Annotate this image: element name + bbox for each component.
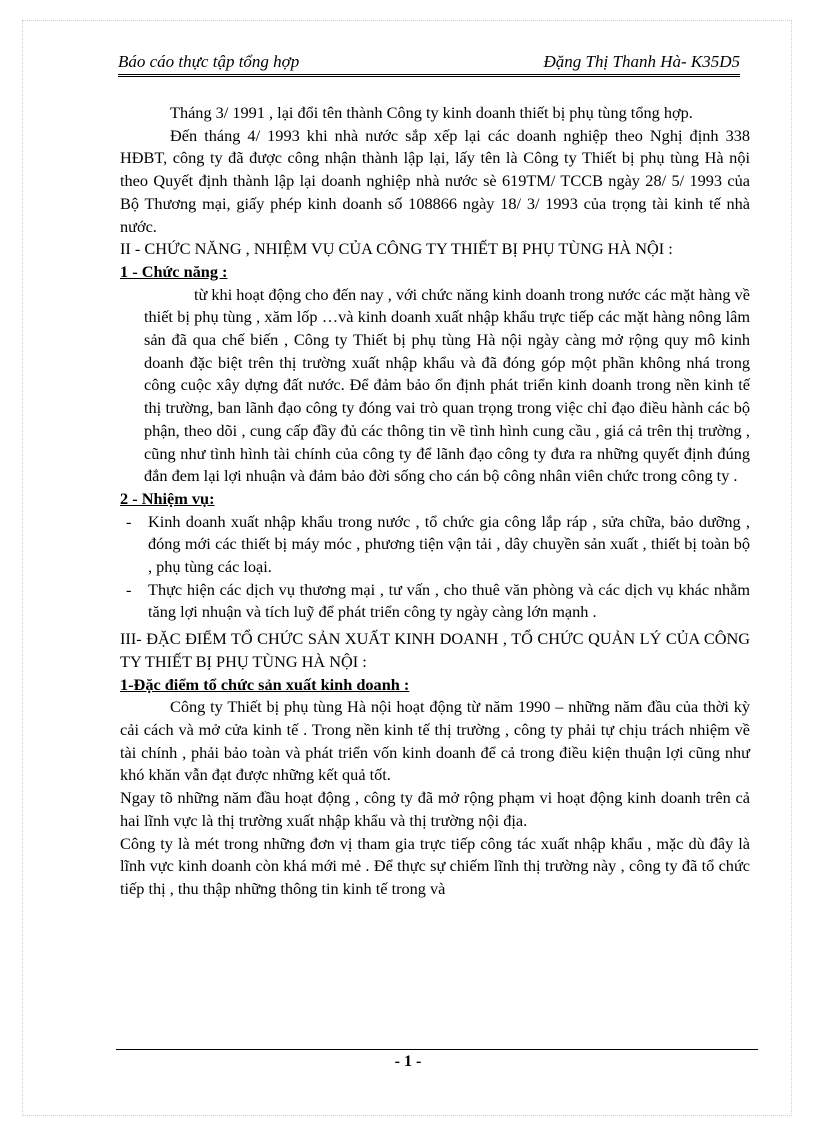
section-3-title: III- ĐẶC ĐIỂM TỔ CHỨC SẢN XUẤT KINH DOANH , TỔ CHỨC QUẢN LÝ CỦA CÔNG TY THIẾT BỊ PHỤ TÙNG HÀ NỘI : (120, 629, 750, 671)
section-2-2-title (120, 488, 750, 511)
section-3-1-title-text: 1-Đặc điểm tổ chức sản xuất kinh doanh : (120, 674, 410, 694)
paragraph-name-change: Tháng 3/ 1991 , lại đổi tên thành Công ty kinh doanh thiết bị phụ tùng tổng hợp. (170, 103, 693, 122)
list-item-text: Kinh doanh xuất nhập khẩu trong nước , tổ chức gia công lắp ráp , sửa chữa, bảo dưỡng , đóng mới các thiết bị máy móc , phương tiện vận tải , dây chuyền sản xuất , thiết bị toàn bộ , phụ tùng các loại. (148, 511, 750, 577)
paragraph-import-export: Công ty là mét trong những đơn vị tham gia trực tiếp công tác xuất nhập khẩu , mặc dù đây là lĩnh vực kinh doanh còn khá mới mẻ . Để thực sự chiếm lĩnh thị trường này , công ty đã tổ chức tiếp thị , thu thập những thông tin kinh tế trong và (120, 833, 750, 898)
section-2-1-title (120, 261, 750, 284)
section-2-2-title-text: 2 - Nhiệm vụ: (120, 488, 215, 508)
list-item (120, 579, 750, 624)
header-author: Đặng Thị Thanh Hà- K35D5 (543, 52, 740, 71)
section-2-title: II - CHỨC NĂNG , NHIỆM VỤ CỦA CÔNG TY THIẾT BỊ PHỤ TÙNG HÀ NỘI : (120, 239, 673, 259)
paragraph-business-scope: Ngay tõ những năm đầu hoạt động , công ty đã mở rộng phạm vi hoạt động kinh doanh trên cả hai lĩnh vực là thị trường xuất nhập khẩu và thị trường nội địa. (120, 788, 750, 830)
list-dash: - (126, 511, 132, 531)
page-header (118, 52, 740, 77)
paragraph-functions: từ khi hoạt động cho đến nay , với chức năng kinh doanh trong nước các mặt hàng về thiết bị phụ tùng , xăm lốp …và kinh doanh xuất nhập khẩu trực tiếp các mặt hàng nông lâm sản đã qua chế biến , Công ty Thiết bị phụ tùng Hà nội ngày càng mở rộng quy mô kinh doanh đặc biệt trên thị trường xuất nhập khẩu và đã đóng góp một phần không nhá trong công cuộc xây dựng đất nước. Để đảm bảo ổn định phát triển kinh doanh trong nền kinh tế thị trường, ban lãnh đạo công ty đóng vai trò quan trọng trong việc chỉ đạo điều hành các bộ phận, theo dõi , cung cấp đầy đủ các thông tin về tình hình cung cầu , giá cả trên thị trường , cũng như tình hình tài chính của công ty để lãnh đạo công ty đưa ra những quyết định đúng đắn đem lại lợi nhuận và đảm bảo đời sống cho cán bộ công nhân viên chức trong công ty . (144, 284, 750, 486)
list-dash: - (126, 579, 132, 599)
list-item (120, 511, 750, 579)
document-body (120, 102, 750, 901)
section-3-1-title (120, 674, 750, 697)
footer-divider (116, 1049, 758, 1050)
paragraph-reestablishment: Đến tháng 4/ 1993 khi nhà nước sắp xếp lại các doanh nghiệp theo Nghị định 338 HĐBT, công ty đã được công nhận thành lập lại, lấy tên là Công ty Thiết bị phụ tùng Hà nội theo Quyết định thành lập lại doanh nghiệp nhà nước sè 619TM/ TCCB ngày 28/ 5/ 1993 của Bộ Thương mại, giấy phép kinh doanh số 108866 ngày 18/ 3/ 1993 của trọng tài kinh tế nhà nước. (120, 125, 750, 236)
section-2-1-title-text: 1 - Chức năng : (120, 261, 228, 281)
header-report-title: Báo cáo thực tập tổng hợp (118, 52, 300, 71)
list-item-text: Thực hiện các dịch vụ thương mại , tư vấn , cho thuê văn phòng và các dịch vụ khác nhằm tăng lợi nhuận và tích luỹ để phát triển công ty ngày càng lớn mạnh . (148, 579, 750, 622)
paragraph-business-history: Công ty Thiết bị phụ tùng Hà nội hoạt động từ năm 1990 – những năm đầu của thời kỳ cải cách và mở cửa kinh tế . Trong nền kinh tế thị trường , công ty phải tự chịu trách nhiệm về tài chính , phải bảo toàn và phát triển vốn kinh doanh để cả trong điều kiện thuận lợi cũng như khó khăn vẫn đạt được những kết quả tốt. (120, 697, 750, 785)
page-number: - 1 - (394, 1053, 422, 1070)
